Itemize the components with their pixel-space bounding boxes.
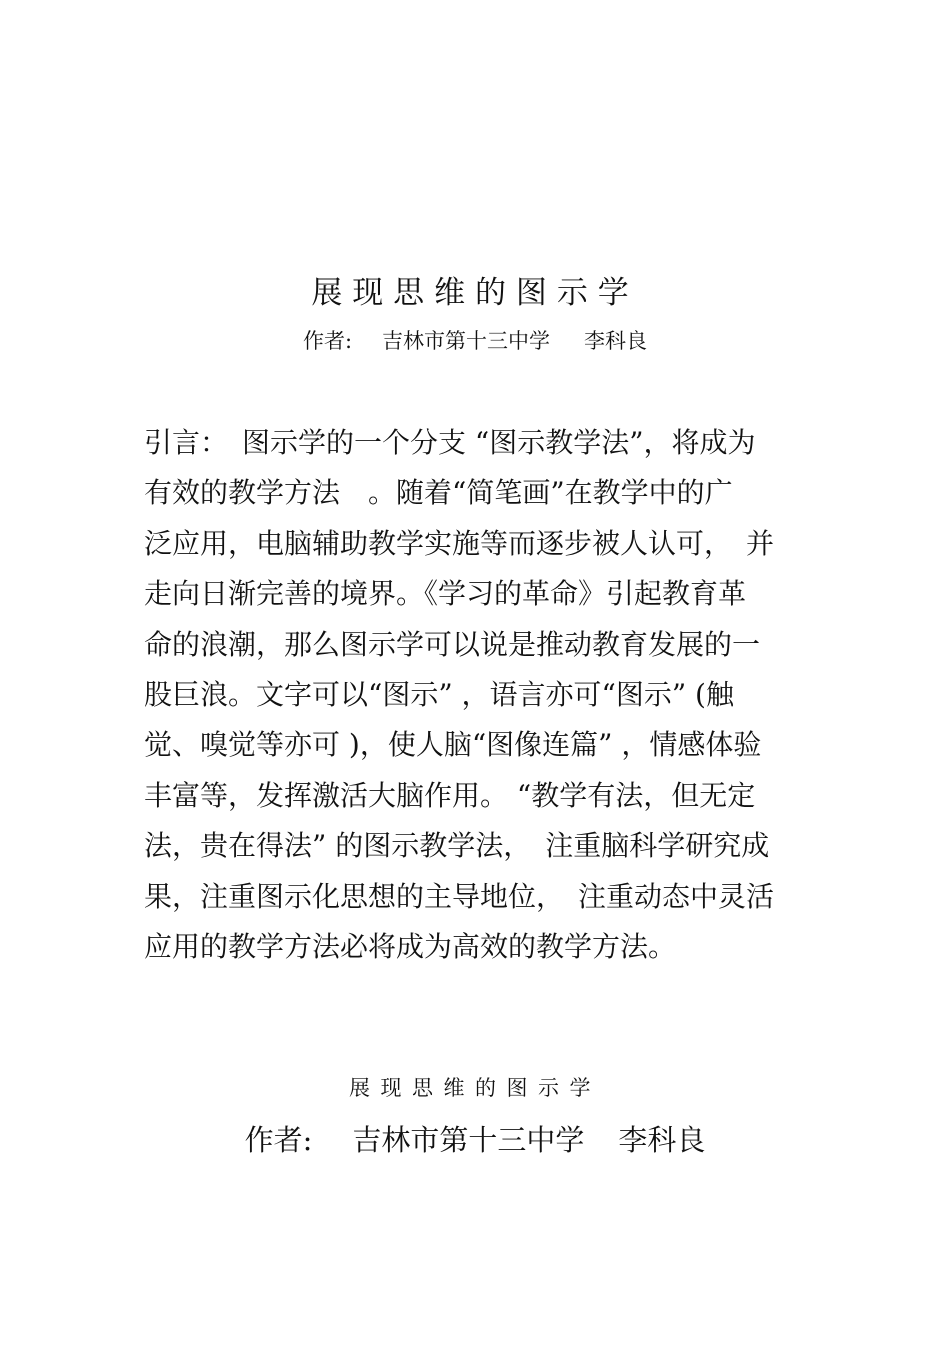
- paragraph-line: 觉、嗅觉等亦可 )，使人脑“图像连篇” ，情感体验: [144, 728, 762, 762]
- paragraph-line: 泛应用，电脑辅助教学实施等而逐步被人认可， 并: [144, 526, 775, 560]
- paragraph-line: 命的浪潮，那么图示学可以说是推动教育发展的一: [144, 627, 761, 661]
- document-title: 展现思维的图示学: [311, 275, 639, 311]
- paragraph-line: 引言： 图示学的一个分支 “图示教学法”，将成为: [144, 426, 756, 459]
- paragraph-line: 走向日渐完善的境界。《学习的革命》引起教育革: [144, 577, 747, 611]
- school-name: 吉林市第十三中学: [382, 329, 551, 353]
- paragraph-line: 有效的教学方法 。随着“简笔画”在教学中的广: [144, 476, 733, 510]
- paragraph-line: 法，贵在得法” 的图示教学法， 注重脑科学研究成: [144, 829, 770, 863]
- author-name: 李科良: [584, 329, 648, 353]
- introduction-paragraph: [144, 418, 834, 972]
- paragraph-line: 应用的教学方法必将成为高效的教学方法。: [144, 929, 677, 963]
- author-label: 作者:: [302, 329, 353, 353]
- footer-author-line: [0, 1119, 950, 1161]
- footer-author-name: 李科良: [618, 1123, 706, 1157]
- paragraph-line: 股巨浪。文字可以“图示” ，语言亦可“图示” (触: [144, 677, 734, 711]
- paragraph-line: 果，注重图示化思想的主导地位， 注重动态中灵活: [144, 879, 775, 913]
- footer-school-name: 吉林市第十三中学: [352, 1123, 585, 1157]
- footer-author-label: 作者:: [244, 1123, 313, 1157]
- paragraph-line: 丰富等，发挥激活大脑作用。 “教学有法，但无定: [144, 778, 756, 812]
- author-line: [0, 326, 950, 356]
- footer-title: 展现思维的图示学: [349, 1076, 601, 1100]
